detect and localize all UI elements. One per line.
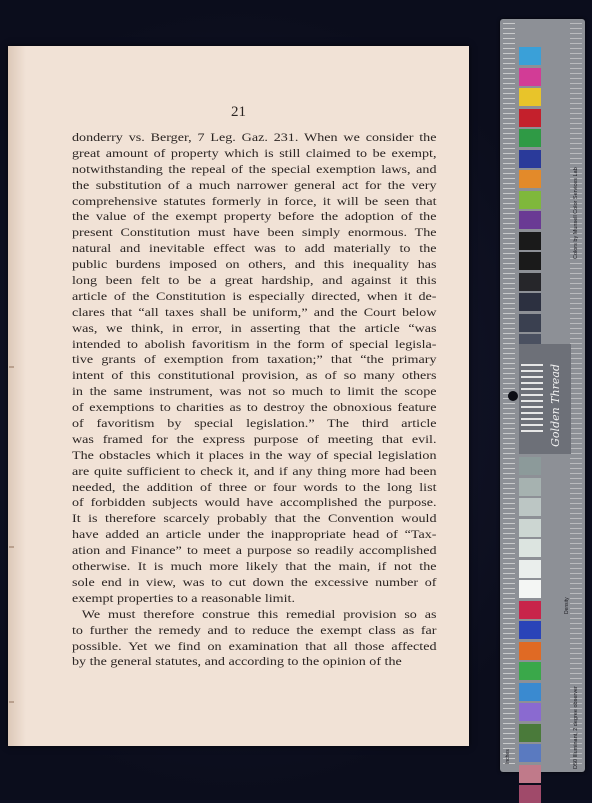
text-line: to further the remedy and to reduce the exempt class as far — [72, 623, 437, 637]
color-patch — [519, 232, 541, 250]
text-line: It is therefore scarcely probably that the Convention would — [72, 512, 437, 526]
color-patch — [519, 273, 541, 291]
text-line: the value of the exempt property before the adoption of the — [72, 210, 437, 224]
text-line: intended to abolish favoritism in the form of special legisla- — [72, 337, 437, 351]
text-line: comprehensive statutes formerly in force, it will be seen that — [72, 194, 437, 208]
color-patch — [519, 744, 541, 762]
binding-mark — [9, 366, 14, 368]
color-patch — [519, 621, 541, 639]
mounting-hole — [508, 391, 518, 401]
text-line: of forbidden subjects would have accomplished the purpose. — [72, 496, 437, 510]
text-line: We must therefore construe this remedial provision so as — [81, 607, 437, 621]
text-line: of favoritism by special legislation.” The third article — [72, 417, 437, 431]
color-patch — [519, 293, 541, 311]
text-line: of exemptions to charities as to destroy the obnoxious feature — [72, 401, 437, 415]
text-line: natural and inevitable effect was to add materially to the — [72, 242, 437, 256]
color-patch — [519, 47, 541, 65]
text-line: exempt properties to a reasonable limit. — [72, 591, 295, 605]
color-patch — [519, 785, 541, 803]
color-patch — [519, 150, 541, 168]
color-patch — [519, 211, 541, 229]
text-line: was, we think, in error, in asserting that the article “was — [72, 321, 437, 335]
text-line: needed, the addition of three or four words to the long list — [72, 480, 437, 494]
color-target-strip — [500, 19, 585, 772]
text-line: The obstacles which it places in the way of special legislation — [72, 448, 437, 462]
text-line: notwithstanding the repeal of the special exemption laws, and — [72, 162, 437, 176]
text-line: clares that “all taxes shall be uniform,” and the Court below — [72, 305, 437, 319]
text-line: sole end in view, was to cut down the excessive number of — [72, 575, 437, 589]
text-line: otherwise. It is much more likely that the main, if not the — [72, 560, 437, 574]
text-line: possible. Yet we find on examination that all those affected — [72, 639, 437, 653]
color-patch — [519, 683, 541, 701]
color-patch — [519, 191, 541, 209]
text-line: donderry vs. Berger, 7 Leg. Gaz. 231. When we consider the — [72, 131, 437, 144]
color-patch — [519, 560, 541, 578]
text-line: in the same instrument, was not so much to limit the scope — [72, 385, 437, 399]
binding-mark — [9, 701, 14, 703]
text-line: the substitution of a much narrower general act for the very — [72, 178, 437, 192]
color-patch — [519, 498, 541, 516]
illuminant-text: D50 Illuminant, 2 degree observer — [573, 686, 579, 769]
text-line: great amount of property which is still claimed to be exempt, — [72, 146, 437, 160]
logo-text: Golden Thread — [549, 364, 562, 447]
color-patch — [519, 457, 541, 475]
text-line: tive grants of exemption from taxation;” that “the primary — [72, 353, 437, 367]
color-patch — [519, 703, 541, 721]
text-line: long been felt to be a great hardship, and against it this — [72, 274, 437, 288]
inches-label: Inches — [505, 749, 511, 764]
color-patch — [519, 601, 541, 619]
color-patch — [519, 662, 541, 680]
page-number: 21 — [231, 104, 246, 120]
color-patch — [519, 129, 541, 147]
text-line: are quite sufficient to check it, and if any thing more had been — [72, 464, 437, 478]
color-patch — [519, 765, 541, 783]
density-label: Density — [564, 597, 570, 614]
text-line: public burdens imposed on others, and this inequality has — [72, 258, 437, 272]
text-line: intent of this constitutional provision, as of so many others — [72, 369, 437, 383]
book-page — [8, 46, 469, 746]
color-patch — [519, 68, 541, 86]
color-patch — [519, 580, 541, 598]
color-patch — [519, 519, 541, 537]
page-body-text — [72, 130, 437, 670]
color-patch — [519, 642, 541, 660]
text-line: was framed for the express purpose of meeting that evil. — [72, 432, 437, 446]
text-line: by the general statutes, and according to the opinion of the — [72, 655, 402, 669]
color-patch — [519, 724, 541, 742]
color-patch — [519, 170, 541, 188]
text-line: present Constitution must have been simply enormous. The — [72, 226, 437, 240]
text-line: ation and Finance” to meet a purpose so readily accomplished — [72, 544, 437, 558]
color-patch — [519, 314, 541, 332]
brand-text: Colors by Munsell Color Services Lab — [573, 167, 579, 259]
color-patch — [519, 88, 541, 106]
text-line: article of the Constitution is especially directed, when it de- — [72, 289, 437, 303]
resolution-bars — [521, 364, 543, 434]
binding-mark — [9, 546, 14, 548]
color-patch — [519, 109, 541, 127]
color-patch — [519, 539, 541, 557]
golden-thread-logo-panel — [519, 344, 571, 454]
text-line: have added an article under the inappropriate head of “Tax- — [72, 528, 437, 542]
color-patch — [519, 252, 541, 270]
color-patch — [519, 478, 541, 496]
